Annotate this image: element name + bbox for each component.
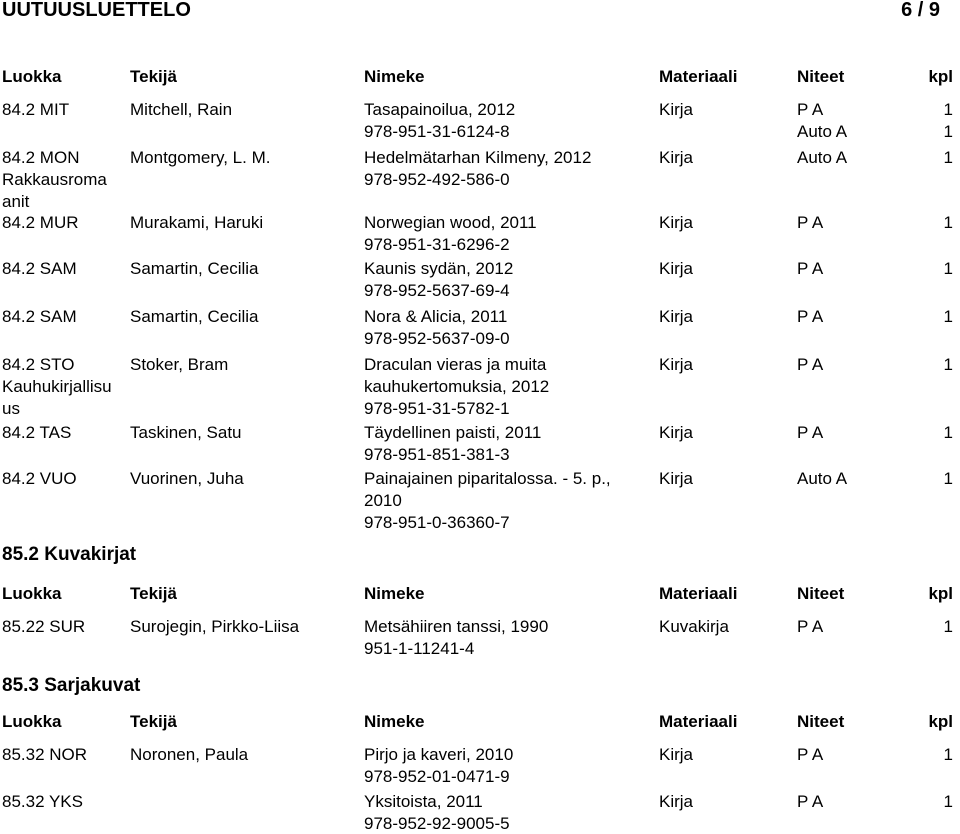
row-luokka: anit [2, 192, 30, 211]
header-materiaali: Materiaali [659, 67, 738, 86]
row-luokka: 84.2 SAM [2, 259, 77, 278]
row-luokka: Rakkausroma [2, 170, 107, 189]
row-nimeke: 978-951-31-6124-8 [364, 122, 510, 141]
row-kpl: 1 [943, 469, 953, 488]
row-tekija: Vuorinen, Juha [130, 469, 244, 488]
header-kpl: kpl [928, 584, 953, 603]
row-tekija: Samartin, Cecilia [130, 307, 259, 326]
row-niteet: P A [797, 792, 824, 811]
row-nimeke: 2010 [364, 491, 402, 510]
row-materiaali: Kirja [659, 148, 694, 167]
row-niteet: P A [797, 617, 824, 636]
header-materiaali: Materiaali [659, 584, 738, 603]
row-luokka: 84.2 MUR [2, 213, 79, 232]
row-materiaali: Kirja [659, 100, 694, 119]
row-materiaali: Kirja [659, 745, 694, 764]
row-kpl: 1 [943, 259, 953, 278]
row-nimeke: 951-1-11241-4 [364, 639, 475, 658]
row-materiaali: Kirja [659, 307, 694, 326]
row-nimeke: kauhukertomuksia, 2012 [364, 377, 550, 396]
header-kpl: kpl [928, 67, 953, 86]
row-kpl: 1 [943, 307, 953, 326]
header-nimeke: Nimeke [364, 584, 425, 603]
row-niteet: P A [797, 100, 824, 119]
row-kpl: 1 [943, 213, 953, 232]
row-nimeke: 978-952-492-586-0 [364, 170, 510, 189]
row-nimeke: Metsähiiren tanssi, 1990 [364, 617, 549, 636]
row-niteet: Auto A [797, 469, 848, 488]
row-nimeke: Hedelmätarhan Kilmeny, 2012 [364, 148, 592, 167]
row-tekija: Mitchell, Rain [130, 100, 233, 119]
row-niteet: P A [797, 213, 824, 232]
row-kpl: 1 [943, 792, 953, 811]
header-luokka: Luokka [2, 67, 62, 86]
page-indicator: 6 / 9 [901, 0, 940, 21]
page-title: UUTUUSLUETTELO [2, 0, 191, 21]
row-luokka: 84.2 MON [2, 148, 80, 167]
header-kpl: kpl [928, 712, 953, 731]
row-luokka: 85.22 SUR [2, 617, 86, 636]
section-title: 85.3 Sarjakuvat [2, 675, 141, 696]
header-nimeke: Nimeke [364, 67, 425, 86]
row-nimeke: Painajainen piparitalossa. - 5. p., [364, 469, 611, 488]
row-luokka: 84.2 MIT [2, 100, 70, 119]
row-tekija: Murakami, Haruki [130, 213, 264, 232]
row-nimeke: 978-951-851-381-3 [364, 445, 510, 464]
row-kpl: 1 [943, 617, 953, 636]
row-niteet: P A [797, 307, 824, 326]
row-kpl: 1 [943, 148, 953, 167]
row-tekija: Noronen, Paula [130, 745, 249, 764]
row-luokka: us [2, 399, 20, 418]
row-niteet: P A [797, 355, 824, 374]
row-nimeke: 978-951-31-6296-2 [364, 235, 510, 254]
row-nimeke: 978-952-92-9005-5 [364, 814, 510, 833]
row-niteet: P A [797, 259, 824, 278]
row-niteet: Auto A [797, 122, 848, 141]
row-niteet: P A [797, 745, 824, 764]
row-luokka: 84.2 TAS [2, 423, 72, 442]
row-kpl: 1 [943, 355, 953, 374]
header-luokka: Luokka [2, 584, 62, 603]
header-niteet: Niteet [797, 584, 845, 603]
row-luokka: 84.2 SAM [2, 307, 77, 326]
row-nimeke: Tasapainoilua, 2012 [364, 100, 516, 119]
row-niteet: Auto A [797, 148, 848, 167]
row-materiaali: Kuvakirja [659, 617, 729, 636]
header-tekija: Tekijä [130, 584, 177, 603]
row-nimeke: 978-952-5637-69-4 [364, 281, 510, 300]
row-luokka: 84.2 VUO [2, 469, 77, 488]
header-nimeke: Nimeke [364, 712, 425, 731]
row-kpl: 1 [943, 745, 953, 764]
row-luokka: 85.32 NOR [2, 745, 88, 764]
row-luokka: 84.2 STO [2, 355, 75, 374]
header-niteet: Niteet [797, 67, 845, 86]
row-tekija: Samartin, Cecilia [130, 259, 259, 278]
row-kpl: 1 [943, 100, 953, 119]
row-nimeke: 978-951-31-5782-1 [364, 399, 510, 418]
header-niteet: Niteet [797, 712, 845, 731]
row-nimeke: Kaunis sydän, 2012 [364, 259, 514, 278]
row-materiaali: Kirja [659, 423, 694, 442]
row-niteet: P A [797, 423, 824, 442]
row-tekija: Surojegin, Pirkko-Liisa [130, 617, 300, 636]
row-tekija: Montgomery, L. M. [130, 148, 271, 167]
row-nimeke: Draculan vieras ja muita [364, 355, 547, 374]
row-nimeke: Pirjo ja kaveri, 2010 [364, 745, 514, 764]
row-tekija: Taskinen, Satu [130, 423, 242, 442]
row-nimeke: Täydellinen paisti, 2011 [364, 423, 542, 442]
row-nimeke: Nora & Alicia, 2011 [364, 307, 508, 326]
row-nimeke: 978-951-0-36360-7 [364, 513, 510, 532]
header-tekija: Tekijä [130, 712, 177, 731]
row-nimeke: Yksitoista, 2011 [364, 792, 483, 811]
row-nimeke: 978-952-01-0471-9 [364, 767, 510, 786]
row-luokka: Kauhukirjallisu [2, 377, 112, 396]
row-materiaali: Kirja [659, 469, 694, 488]
header-luokka: Luokka [2, 712, 62, 731]
row-luokka: 85.32 YKS [2, 792, 83, 811]
row-materiaali: Kirja [659, 792, 694, 811]
row-nimeke: Norwegian wood, 2011 [364, 213, 537, 232]
header-tekija: Tekijä [130, 67, 177, 86]
row-materiaali: Kirja [659, 355, 694, 374]
row-materiaali: Kirja [659, 259, 694, 278]
row-nimeke: 978-952-5637-09-0 [364, 329, 510, 348]
header-materiaali: Materiaali [659, 712, 738, 731]
row-tekija: Stoker, Bram [130, 355, 229, 374]
row-materiaali: Kirja [659, 213, 694, 232]
row-kpl: 1 [943, 122, 953, 141]
row-kpl: 1 [943, 423, 953, 442]
section-title: 85.2 Kuvakirjat [2, 544, 137, 565]
